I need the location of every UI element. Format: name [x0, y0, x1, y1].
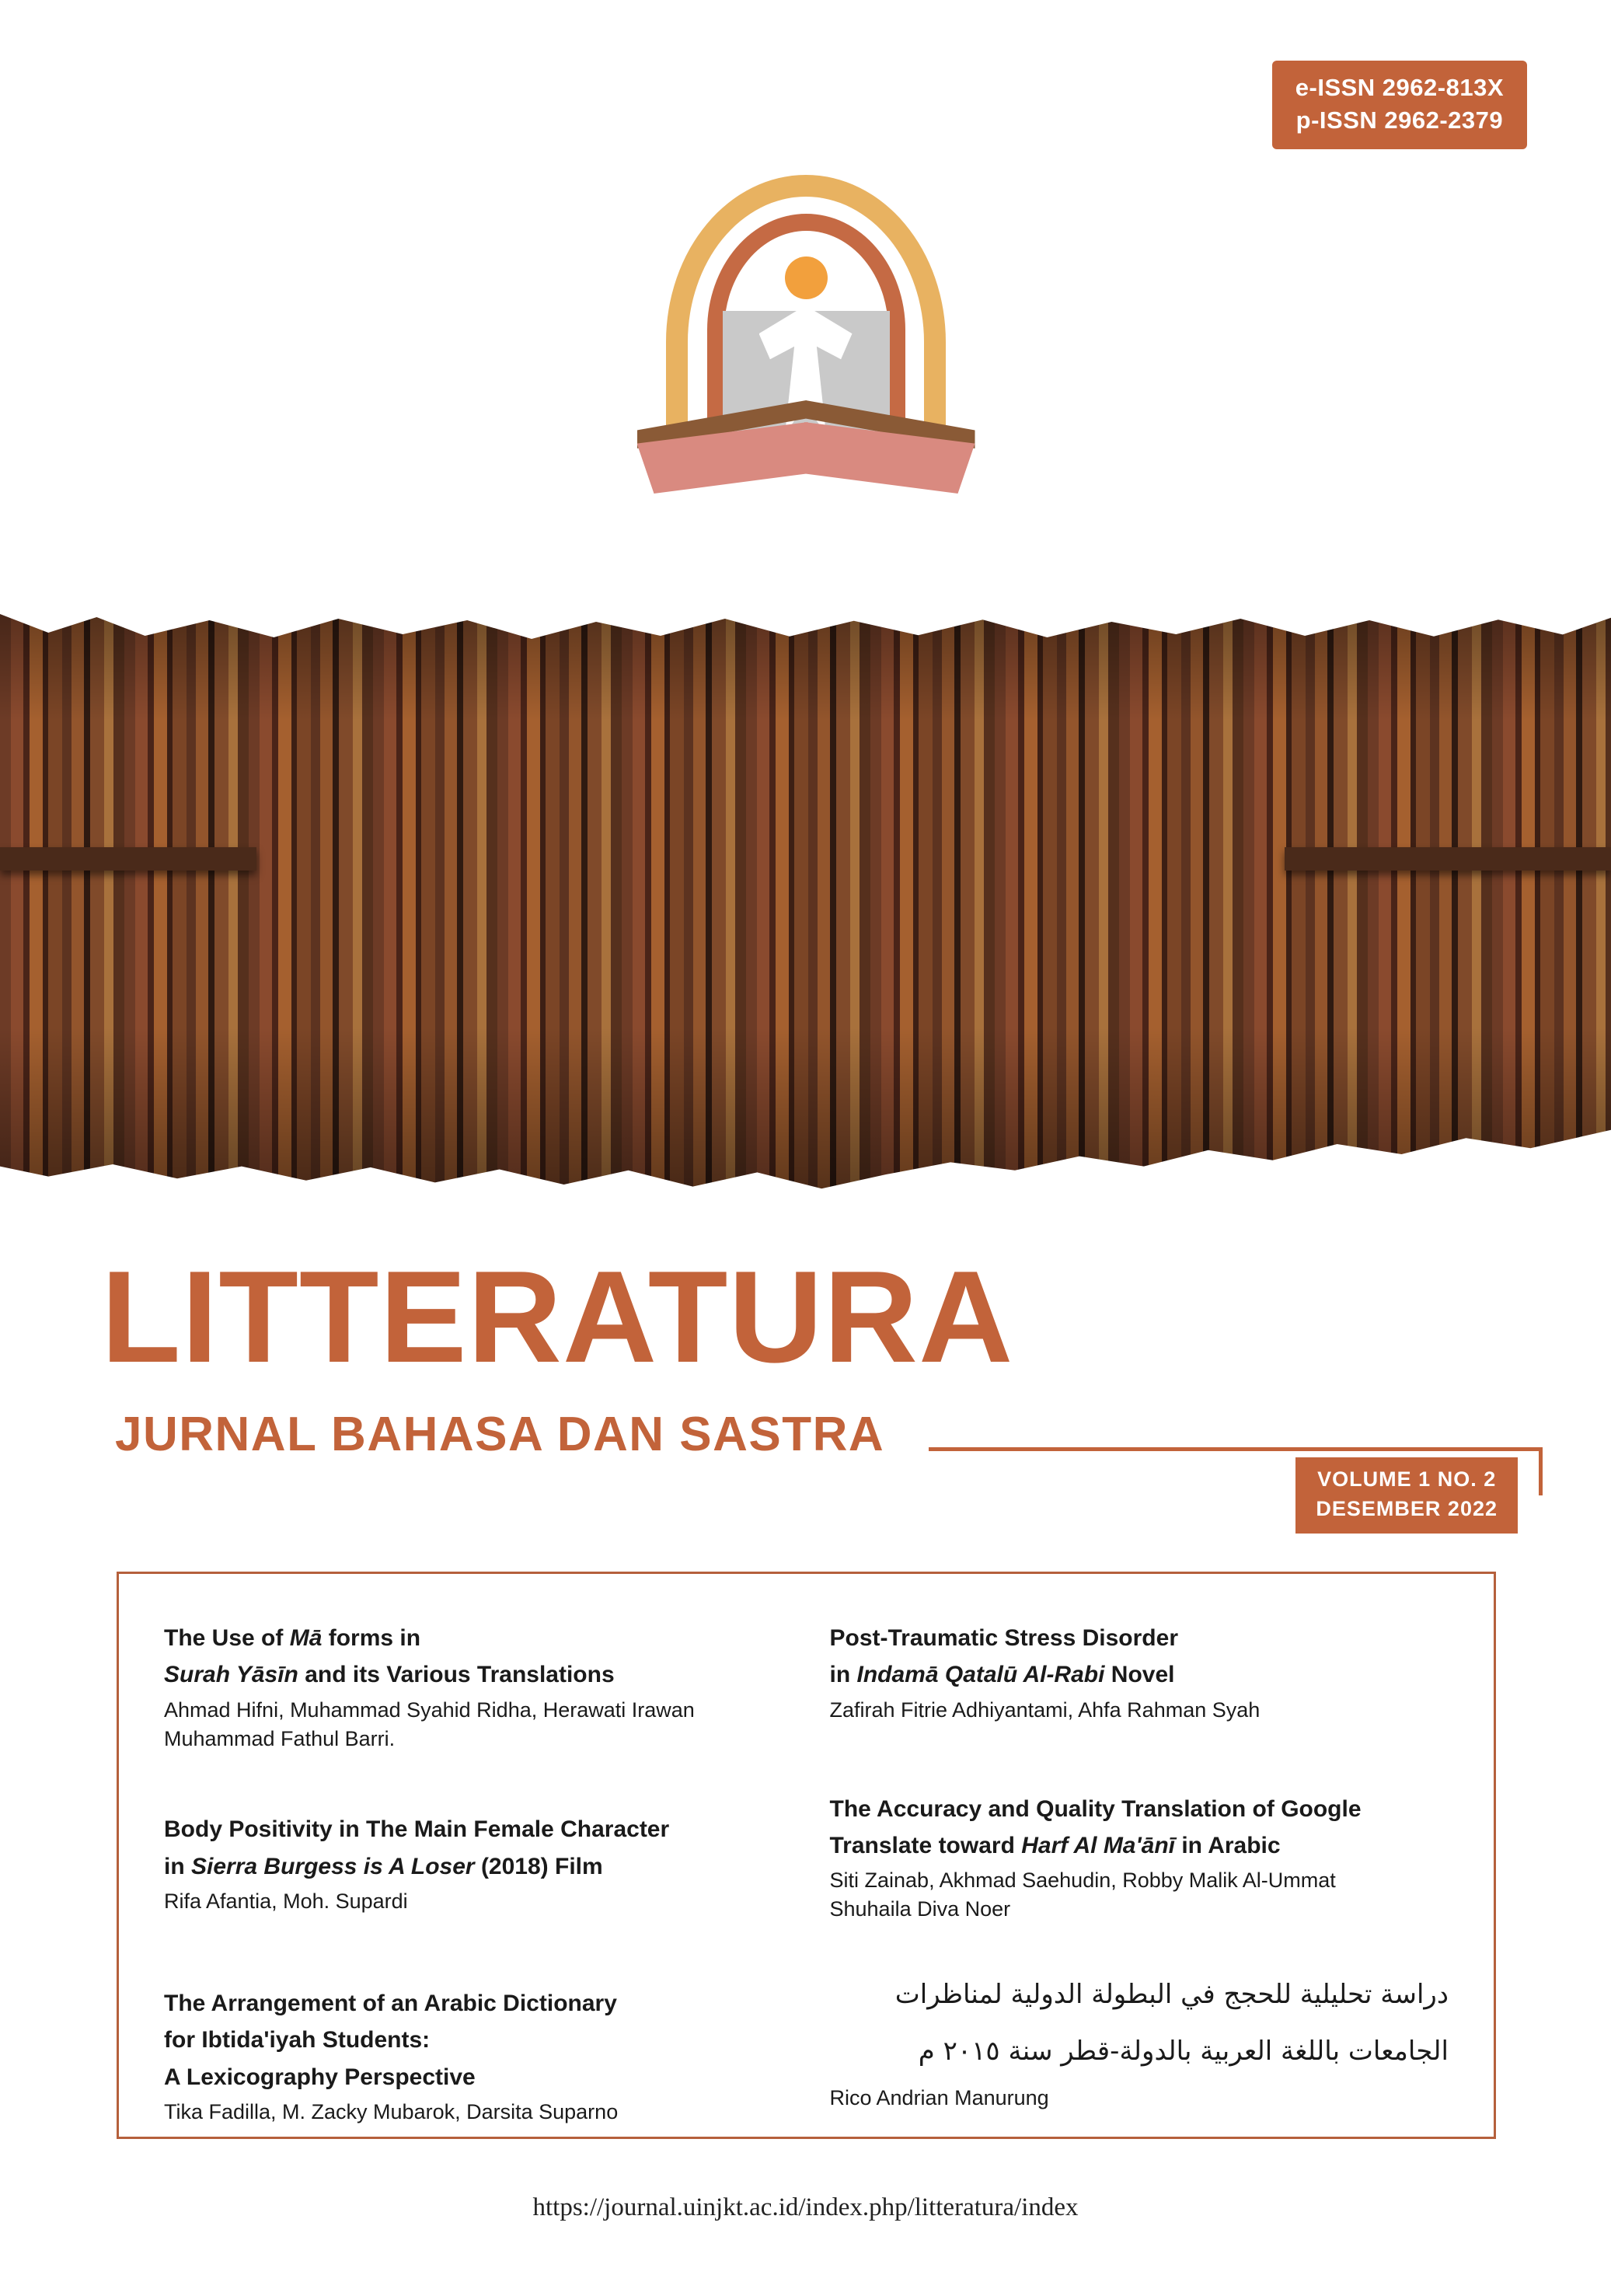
article-title-line2: in Sierra Burgess is A Loser (2018) Film — [164, 1853, 603, 1879]
e-issn-text: e-ISSN 2962-813X — [1295, 74, 1504, 101]
litteratura-journal-logo — [623, 167, 989, 509]
article-title-line1: Body Positivity in The Main Female Character — [164, 1816, 670, 1843]
article-title-arabic-line2: الجامعات باللغة العربية بالدولة-قطر سنة ٢٠١٥ م — [918, 2035, 1449, 2067]
article-title-line1: The Use of Mā forms in — [164, 1625, 421, 1651]
article-title-line3: A Lexicography Perspective — [164, 2064, 476, 2090]
article-authors-line1: Zafirah Fitrie Adhiyantami, Ahfa Rahman Syah — [829, 1698, 1261, 1722]
open-book-icon — [637, 400, 975, 494]
list-item[interactable] — [830, 1970, 1449, 2113]
article-authors-line2: Muhammad Fathul Barri. — [164, 1726, 396, 1750]
shelf-divider-left — [0, 847, 256, 871]
contents-column-right — [829, 1622, 1449, 2109]
volume-number: VOLUME 1 NO. 2 — [1317, 1467, 1497, 1491]
list-item[interactable] — [164, 1622, 783, 1753]
issn-badge — [1272, 61, 1527, 149]
title-rule-down — [1539, 1447, 1543, 1495]
journal-url-link[interactable]: https://journal.uinjkt.ac.id/index.php/litteratura/index — [532, 2193, 1079, 2221]
bookshelf-photo-image — [0, 614, 1611, 1205]
article-authors-line1: Rico Andrian Manurung — [829, 2085, 1049, 2109]
article-authors-line2: Shuhaila Diva Noer — [829, 1897, 1011, 1921]
article-authors-line1: Tika Fadilla, M. Zacky Mubarok, Darsita Suparno — [164, 2099, 619, 2123]
contents-column-left — [164, 1622, 783, 2123]
article-authors-line1: Rifa Afantia, Moh. Supardi — [164, 1889, 408, 1913]
shelf-divider-right — [1285, 847, 1611, 871]
article-title-line2: Surah Yāsīn and its Various Translations — [164, 1662, 615, 1688]
bookshelf-photo — [0, 614, 1611, 1205]
article-title-line1: The Accuracy and Quality Translation of Google — [829, 1795, 1362, 1822]
article-title-arabic-line1: دراسة تحليلية للحجج في البطولة الدولية لمناظرات — [894, 1978, 1449, 2010]
article-title-line2: in Indamā Qatalū Al-Rabi Novel — [829, 1662, 1175, 1688]
title-rule-line — [929, 1447, 1543, 1451]
article-authors-line1: Ahmad Hifni, Muhammad Syahid Ridha, Herawati Irawan — [164, 1698, 695, 1722]
list-item[interactable] — [830, 1793, 1449, 1924]
article-title-line1: The Arrangement of an Arabic Dictionary — [164, 1990, 617, 2016]
p-issn-text: p-ISSN 2962-2379 — [1295, 106, 1504, 134]
page-title: LITTERATURA — [101, 1244, 1014, 1390]
person-head-icon — [785, 256, 828, 299]
list-item[interactable] — [164, 1987, 783, 2127]
volume-date: DESEMBER 2022 — [1316, 1496, 1498, 1520]
list-item[interactable] — [830, 1622, 1449, 1725]
article-authors-line1: Siti Zainab, Akhmad Saehudin, Robby Malik Al-Ummat — [829, 1869, 1336, 1893]
article-title-line1: Post-Traumatic Stress Disorder — [829, 1625, 1178, 1651]
list-item[interactable] — [164, 1813, 783, 1916]
table-of-contents — [117, 1572, 1496, 2139]
article-title-line2: for Ibtida'iyah Students: — [164, 2027, 431, 2053]
logo-container — [0, 167, 1611, 509]
volume-badge — [1295, 1457, 1518, 1534]
page-subtitle: JURNAL BAHASA DAN SASTRA — [115, 1408, 885, 1461]
article-title-line2: Translate toward Harf Al Ma'ānī in Arabic — [829, 1832, 1281, 1858]
